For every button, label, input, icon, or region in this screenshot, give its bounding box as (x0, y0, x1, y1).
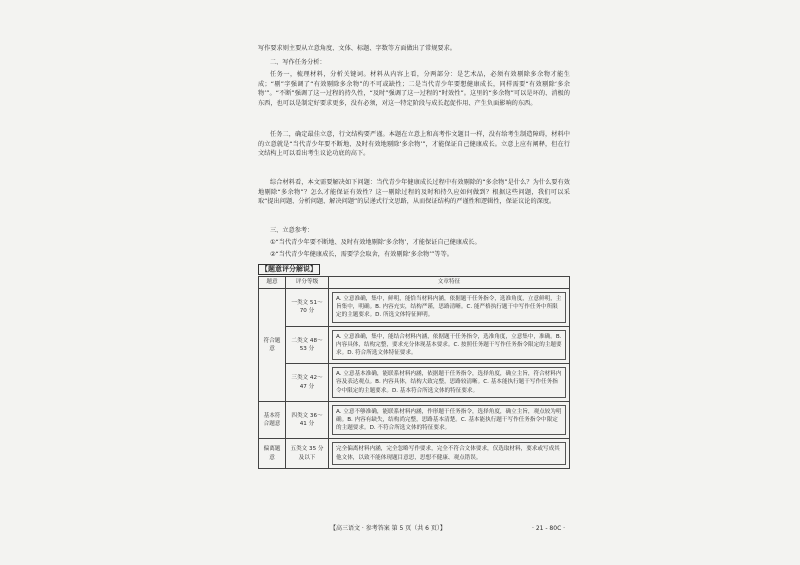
grade-cell: 四类文 36～41 分 (286, 401, 329, 439)
reference-idea-2: ②“当代青少年健康成长，需要学会取舍，有效剔除‘多余物’”等等。 (270, 251, 453, 258)
features-box: 完全偏离材料内涵，完全忽略写作要求，完全不符合文体要求，仅选取材料，要求或写成其他文体，以致不能体现题目意思，思想不健康、观点错误。 (332, 442, 566, 464)
header-category: 题意 (259, 277, 286, 289)
page-footer-label: 【高三语文 · 参考答案 第 5 页（共 6 页）】 (330, 525, 446, 532)
page-footer-code: · 21 - 80C · (532, 525, 566, 532)
features-cell (329, 439, 570, 468)
scoring-rubric-table (258, 276, 570, 469)
features-box: A. 立意准确，集中，鲜明，能恰当材料内涵，依据题干任务指令，选准角度，立意鲜明，主旨集中，明确。B. 内容充实，结构严谨，思路清晰。C. 能严格执行题干中写作任务中所限定的主题要求。D. 所选文体特征鲜明。 (332, 292, 566, 323)
grade-cell: 二类文 48～53 分 (286, 326, 329, 364)
paragraph-task-two: 任务二，确定最佳立意，行文结构要严谨。本题在立意上和高考作文题目一样，没有给考生制造障碍，材料中的立意就是“当代青少年要不断地、及时有效地剔除‘多余物’”，才能保证自己健康成长。立意上应有阐释，但在行文结构上可以看出考生议论功底的高下。 (258, 131, 570, 158)
features-cell (329, 326, 570, 364)
section-heading-reference-ideas: 三、立意参考： (270, 227, 314, 234)
features-box: A. 立意不够准确，能联系材料内涵，作形题干任务指令，选择角度，确立主旨，观点较为明确。B. 内容有缺失，结构尚完整，思路基本清楚。C. 基本能执行题干写作任务指令中限定的主题要求。D. 不符合所选文体的特征要求。 (332, 405, 566, 436)
paragraph-task-one: 任务一，梳理材料，分析关键词。材料从内容上看，分两部分：是艺术品，必须有效剔除多余物才能生成；“剔”字强调了“有效剔除多余物”的不可或缺性；二是当代青少年要想健康成长，同样需要“有效剔除‘多余物’”。“不断”强调了这一过程的持久性，“及时”强调了这一过程的“时效性”。这里的“多余物”可以是坏的、消极的东西，也可以是制定好要求更多，没有必须，对这一特定阶段与成长起促作用、产生负面影响的东西。 (258, 71, 570, 107)
category-cell: 基本符合题意 (259, 401, 286, 439)
table-row (259, 401, 570, 439)
features-cell (329, 401, 570, 439)
table-row (259, 326, 570, 364)
grade-cell: 三类文 42～47 分 (286, 364, 329, 402)
section-heading-task-analysis: 二、写作任务分析： (270, 59, 326, 66)
paragraph-writing-requirement: 写作要求则主要从立意角度、文体、标题、字数等方面做出了常规要求。 (258, 45, 456, 52)
features-cell (329, 364, 570, 402)
category-cell: 偏离题意 (259, 439, 286, 468)
reference-idea-1: ①“当代青少年要不断地、及时有效地剔除‘多余物’，才能保证自己健康成长。 (270, 239, 481, 246)
features-cell (329, 289, 570, 327)
header-features: 文章特征 (329, 277, 570, 289)
features-box: A. 立意准确，集中，能结合材料内涵，依据题干任务指令，选准角度，立意集中，准确。B. 内容具体，结构完整，要求充分体现基本要求。C. 按照任务题干写作任务指令限定的主题要求。D. 符合所选文体特征要求。 (332, 330, 566, 361)
features-box: A. 立意基本准确，能联系材料内涵，依据题干任务指令，选择角度，确立主旨，符合材料内容及表达观点。B. 内容具体，结构大致完整，思路较清晰。C. 基本能执行题干写作任务指令中限定的主题要求。D. 基本符合所选文体的特征要求。 (332, 367, 566, 398)
table-row (259, 439, 570, 468)
table-row (259, 364, 570, 402)
header-grade: 评分等级 (286, 277, 329, 289)
table-row (259, 289, 570, 327)
grade-cell: 一类文 51～70 分 (286, 289, 329, 327)
rubric-heading: 【题意评分解说】 (258, 264, 320, 275)
category-cell: 符合题意 (259, 289, 286, 402)
paragraph-material-analysis: 综合材料看，本文需要解决如下问题：当代青少年健康成长过程中有效剔除的“多余物”是什么？为什么要有效地剔除“多余物”？怎么才能保证有效性？这一剔除过程的及时和持久应如何做到？根据这些问题，我们可以采取“提出问题、分析问题、解决问题”的层递式行文思路，从而保证结构的严谨性和逻辑性，保证议论的深度。 (258, 179, 570, 206)
grade-cell: 五类文 35 分及以下 (286, 439, 329, 468)
table-header-row (259, 277, 570, 289)
